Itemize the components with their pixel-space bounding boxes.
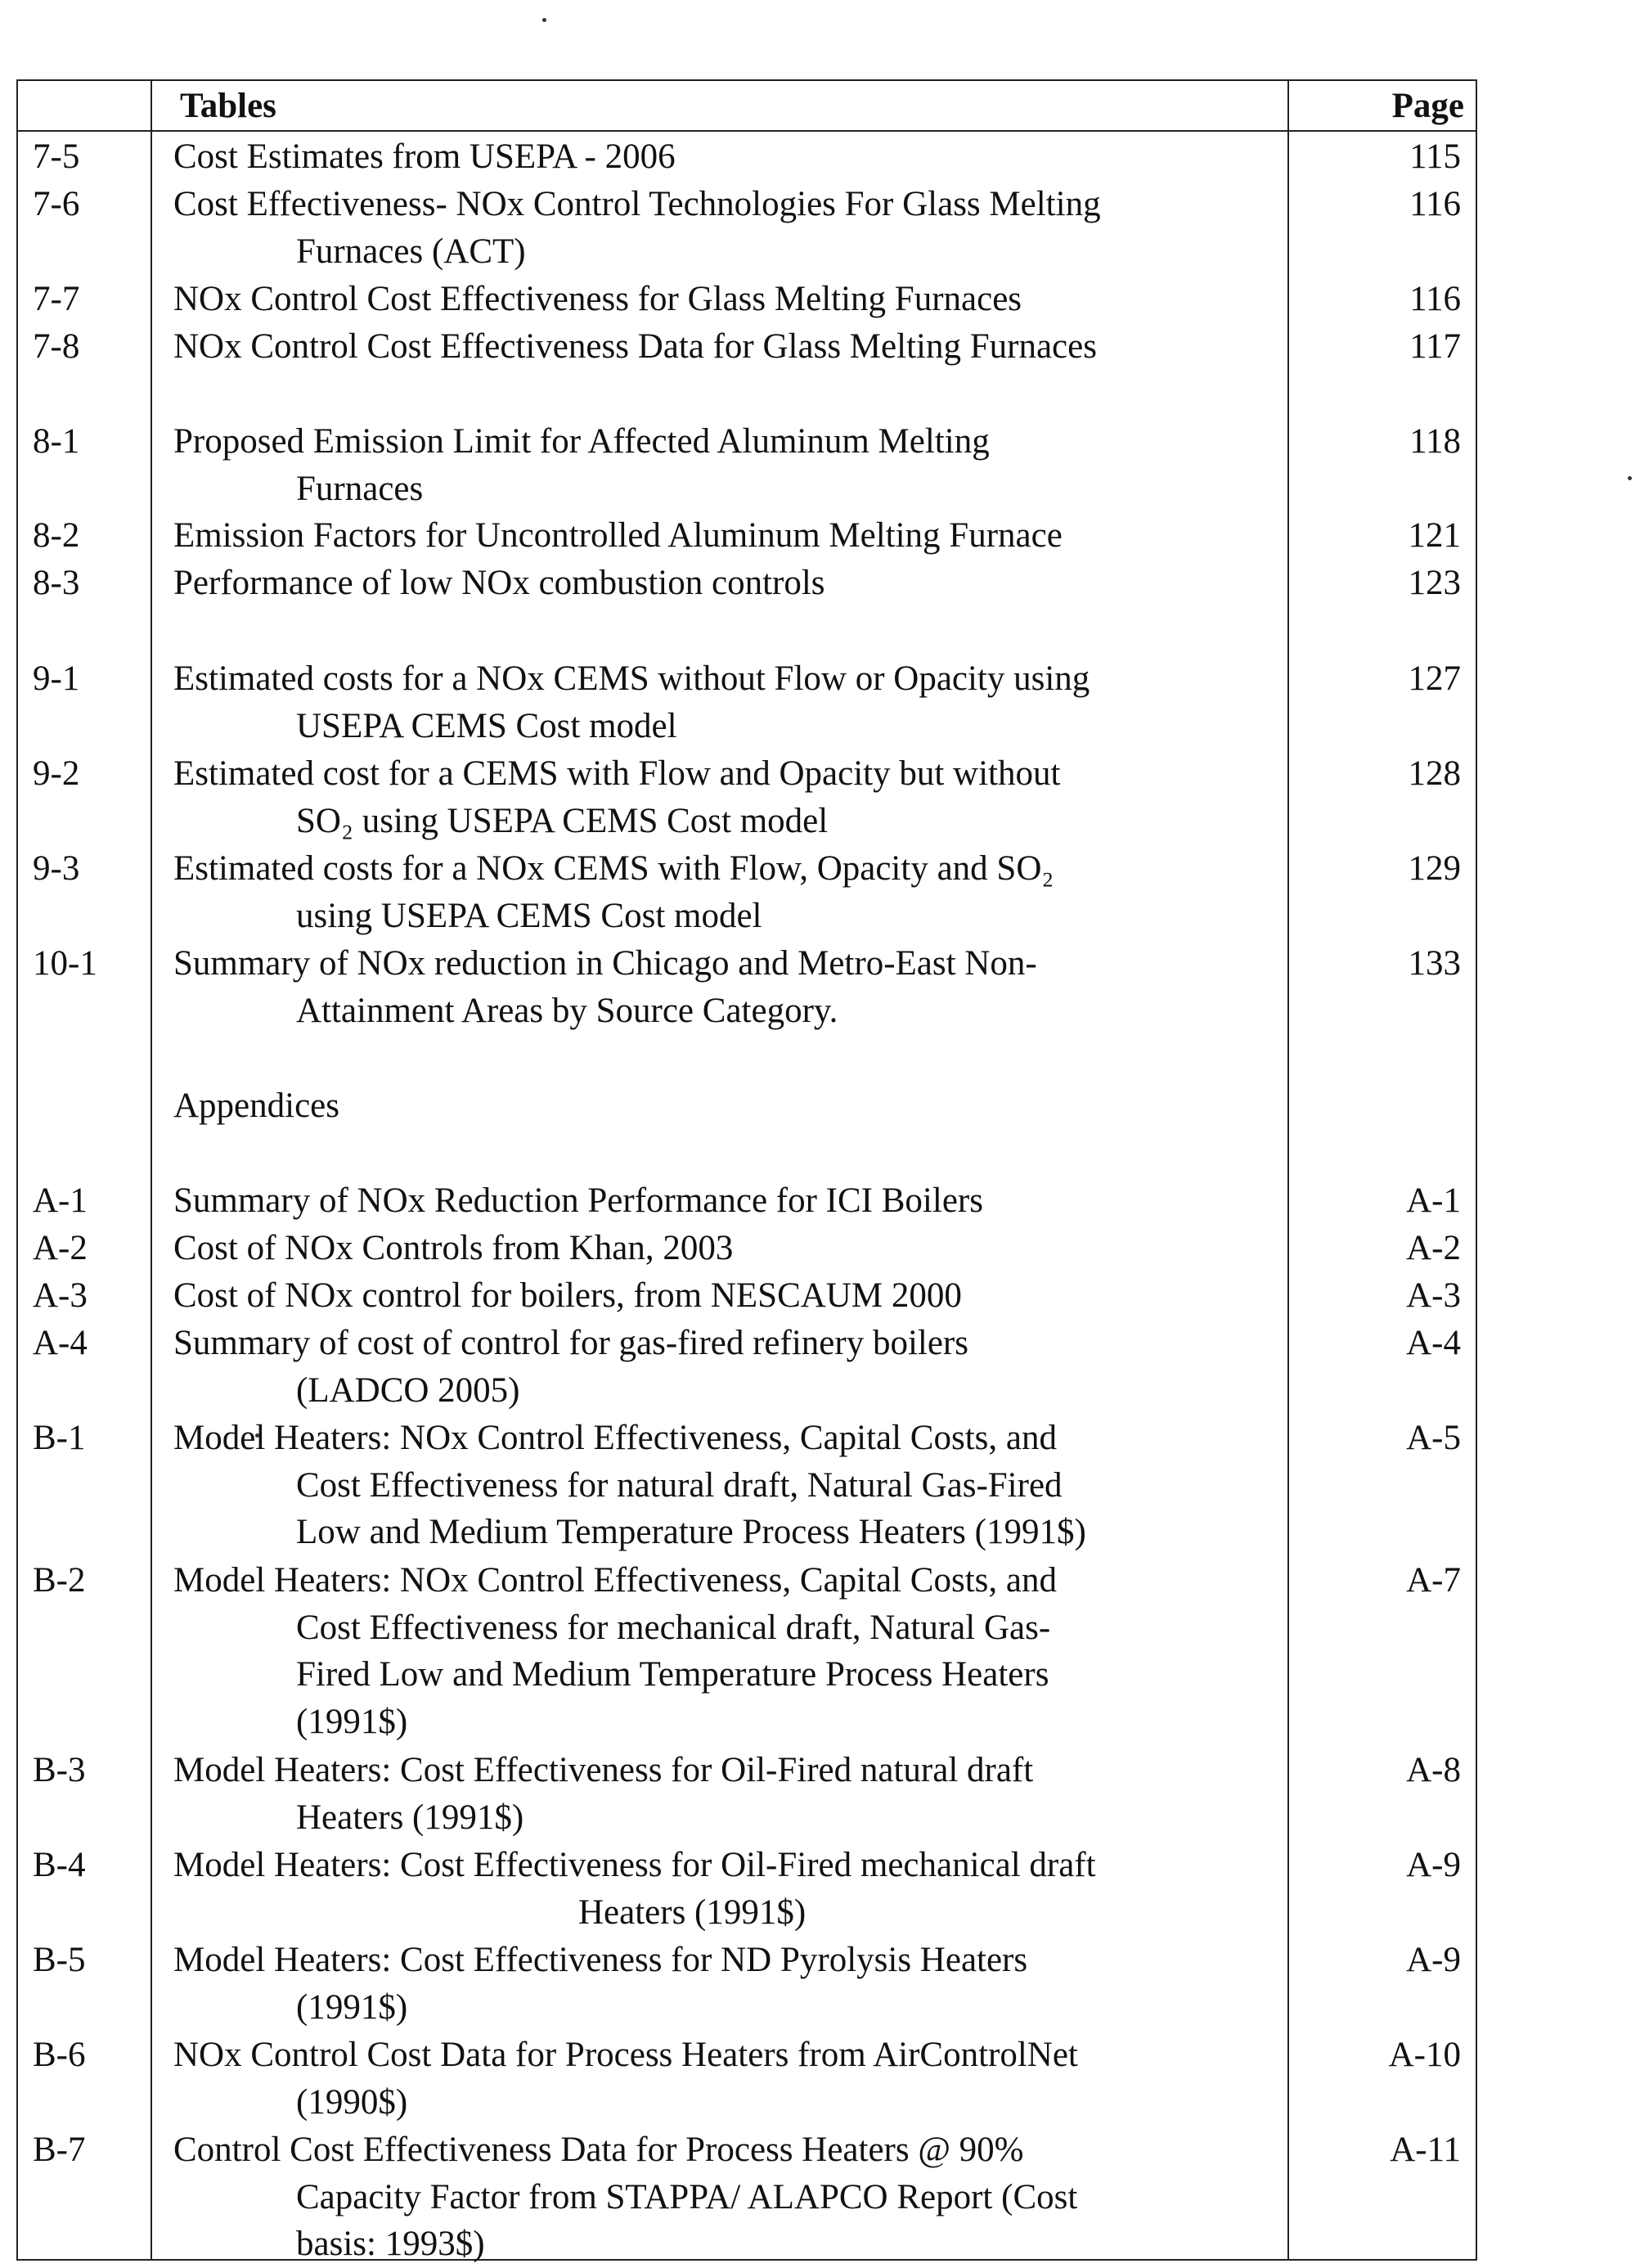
table-title: Estimated costs for a NOx CEMS with Flow, Opacity and SO₂ using USEPA CEMS Cost model <box>173 849 1054 935</box>
table-number: 7-7 <box>33 280 80 318</box>
table-title: NOx Control Cost Effectiveness for Glass Melting Furnaces <box>173 280 1022 318</box>
table-number: 8-1 <box>33 422 80 461</box>
table-title: NOx Control Cost Effectiveness Data for Glass Melting Furnaces <box>173 327 1097 366</box>
tables-heading: Tables <box>180 87 276 125</box>
table-number: A-3 <box>33 1276 88 1315</box>
page-heading: Page <box>1391 87 1464 125</box>
table-title: Cost Estimates from USEPA - 2006 <box>173 137 676 176</box>
table-title: Control Cost Effectiveness Data for Process Heaters @ 90% Capacity Factor from STAPPA/ ALAPCO Report (Cost basis: 1993$) <box>173 2131 1078 2263</box>
page-number: A-3 <box>1406 1276 1461 1315</box>
table-number: A-4 <box>33 1324 88 1362</box>
table-title: Summary of NOx reduction in Chicago and Metro-East Non- Attainment Areas by Source Category. <box>173 944 1037 1030</box>
table-number: B-3 <box>33 1751 86 1789</box>
table-number: B-4 <box>33 1846 86 1884</box>
page-number: 115 <box>1409 137 1461 176</box>
page-number: 127 <box>1408 659 1461 698</box>
table-title: Estimated costs for a NOx CEMS without Flow or Opacity using USEPA CEMS Cost model <box>173 659 1090 745</box>
page-number: A-5 <box>1406 1419 1461 1457</box>
page-number: 118 <box>1409 422 1461 461</box>
page-number: A-11 <box>1390 2131 1461 2169</box>
page-number: A-9 <box>1406 1846 1461 1884</box>
page-number: A-2 <box>1406 1229 1461 1267</box>
column-divider <box>1287 81 1289 2259</box>
table-title: Performance of low NOx combustion controls <box>173 564 825 602</box>
table-title: Cost of NOx control for boilers, from NESCAUM 2000 <box>173 1276 962 1315</box>
list-of-tables <box>16 79 1477 2261</box>
table-number: 7-5 <box>33 137 80 176</box>
table-number: B-5 <box>33 1941 86 1979</box>
page-number: A-8 <box>1406 1751 1461 1789</box>
table-title: Emission Factors for Uncontrolled Aluminum Melting Furnace <box>173 516 1063 555</box>
table-number: 7-8 <box>33 327 80 366</box>
page-number: 116 <box>1409 280 1461 318</box>
table-title: Summary of cost of control for gas-fired refinery boilers (LADCO 2005) <box>173 1324 968 1410</box>
table-number: 9-2 <box>33 754 80 793</box>
table-title: Cost of NOx Controls from Khan, 2003 <box>173 1229 734 1267</box>
table-title: Estimated cost for a CEMS with Flow and Opacity but without SO₂ using USEPA CEMS Cost model <box>173 754 1061 840</box>
table-title: Proposed Emission Limit for Affected Aluminum Melting Furnaces <box>173 422 990 508</box>
table-number: 8-3 <box>33 564 80 602</box>
page-number: A-1 <box>1406 1181 1461 1220</box>
page-number: A-9 <box>1406 1941 1461 1979</box>
column-divider <box>151 81 152 2259</box>
table-title: Cost Effectiveness- NOx Control Technologies For Glass Melting Furnaces (ACT) <box>173 185 1101 271</box>
table-number: 10-1 <box>33 944 97 983</box>
table-title: Model Heaters: Cost Effectiveness for ND Pyrolysis Heaters (1991$) <box>173 1941 1028 2027</box>
table-title: Model Heaters: NOx Control Effectiveness, Capital Costs, and Cost Effectiveness for mechanical draft, Natural Gas- Fired Low and Medium Temperature Process Heaters (1991$) <box>173 1561 1057 1741</box>
table-number: B-6 <box>33 2036 86 2074</box>
table-title: Model Heaters: Cost Effectiveness for Oil-Fired mechanical draft Heaters (1991$) <box>173 1846 1096 1932</box>
page-number: 128 <box>1408 754 1461 793</box>
page-number: 116 <box>1409 185 1461 223</box>
table-title: Model Heaters: Cost Effectiveness for Oil-Fired natural draft Heaters (1991$) <box>173 1751 1034 1837</box>
table-number: 9-3 <box>33 849 80 888</box>
page-number: 133 <box>1408 944 1461 983</box>
table-number: A-2 <box>33 1229 88 1267</box>
page-number: A-10 <box>1388 2036 1461 2074</box>
table-title: Summary of NOx Reduction Performance for ICI Boilers <box>173 1181 983 1220</box>
table-title: Model Heaters: NOx Control Effectiveness, Capital Costs, and Cost Effectiveness for natural draft, Natural Gas-Fired Low and Medium Temperature Process Heaters (1991$) <box>173 1419 1086 1551</box>
table-number: B-1 <box>33 1419 86 1457</box>
appendices-heading: Appendices <box>173 1087 339 1125</box>
table-number: 9-1 <box>33 659 80 698</box>
table-number: 8-2 <box>33 516 80 555</box>
table-number: B-7 <box>33 2131 86 2169</box>
header-divider <box>18 130 1476 132</box>
table-number: A-1 <box>33 1181 88 1220</box>
table-number: 7-6 <box>33 185 80 223</box>
page-number: 121 <box>1408 516 1461 555</box>
table-title: NOx Control Cost Data for Process Heaters from AirControlNet (1990$) <box>173 2036 1078 2122</box>
table-number: B-2 <box>33 1561 86 1600</box>
page-number: A-7 <box>1406 1561 1461 1600</box>
page-number: 129 <box>1408 849 1461 888</box>
page-number: 123 <box>1408 564 1461 602</box>
page-number: 117 <box>1409 327 1461 366</box>
scan-speck <box>542 18 546 22</box>
page-number: A-4 <box>1406 1324 1461 1362</box>
scan-speck <box>1628 476 1632 480</box>
